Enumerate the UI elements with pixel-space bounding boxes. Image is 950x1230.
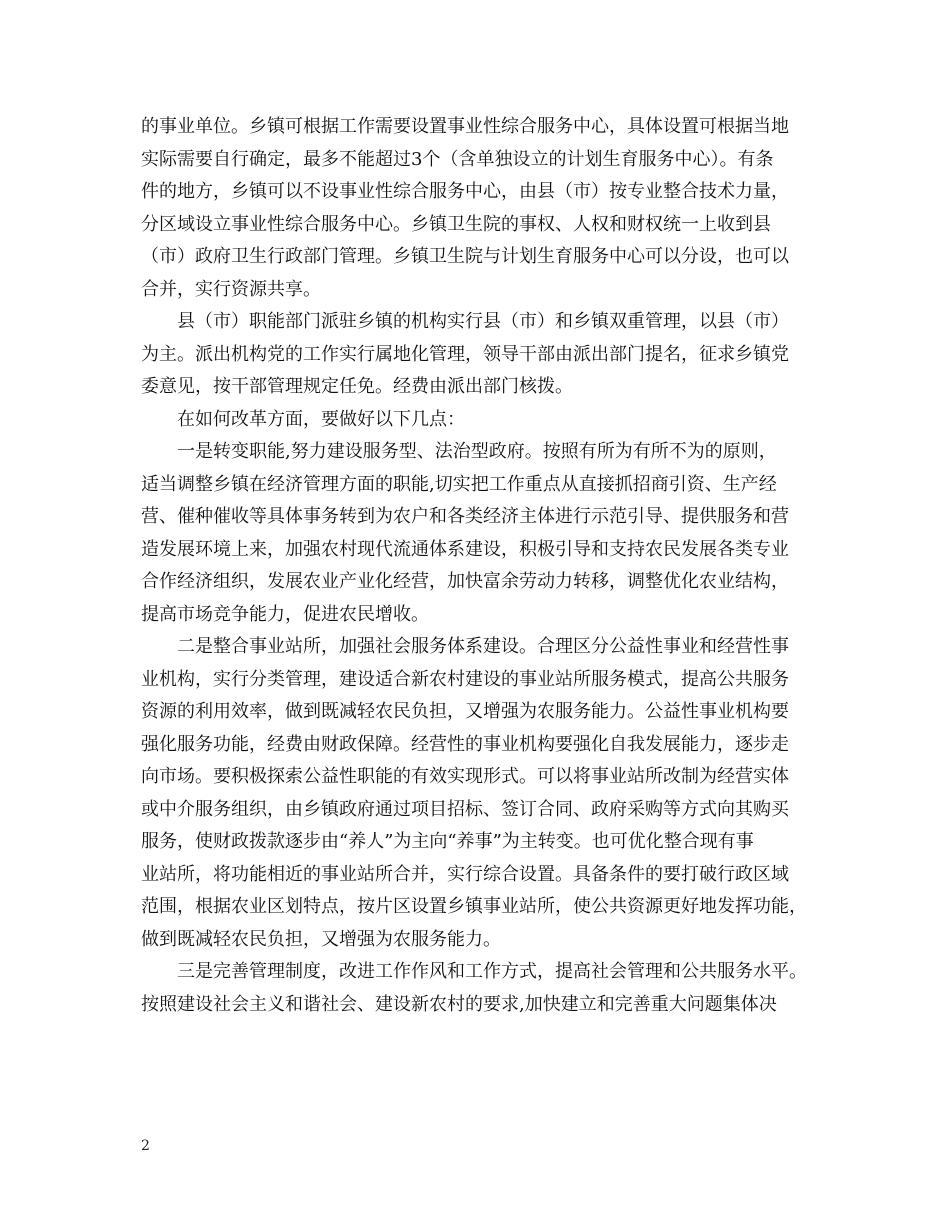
paragraph	[141, 956, 819, 1021]
paragraph	[141, 436, 819, 631]
paragraph	[141, 404, 819, 437]
text-line: 县（市）职能部门派驻乡镇的机构实行县（市）和乡镇双重管理，以县（市）	[141, 311, 789, 332]
text-line: 强化服务功能，经费由财政保障。经营性的事业机构要强化自我发展能力，逐步走	[141, 733, 789, 755]
text-line: 营、催种催收等具体事务转到为农户和各类经济主体进行示范引导、提供服务和营	[141, 506, 789, 527]
text-line: 做到既减轻农民负担，又增强为农服务能力。	[141, 928, 501, 950]
text-line: 分区域设立事业性综合服务中心。乡镇卫生院的事权、人权和财权统一上收到县	[141, 213, 771, 235]
text-line: 业机构，实行分类管理，建设适合新农村建设的事业站所服务模式，提高公共服务	[141, 668, 789, 690]
text-line: 的事业单位。乡镇可根据工作需要设置事业性综合服务中心，具体设置可根据当地	[141, 116, 789, 137]
text-line: 服务，使财政拨款逐步由“养人”为主向“养事”为主转变。也可优化整合现有事	[141, 831, 754, 852]
text-line: 按照建设社会主义和谐社会、建设新农村的要求,加快建立和完善重大问题集体决	[141, 993, 777, 1015]
text-line: 范围，根据农业区划特点，按片区设置乡镇事业站所，使公共资源更好地发挥功能，	[141, 896, 807, 917]
text-line: 向市场。要积极探索公益性职能的有效实现形式。可以将事业站所改制为经营实体	[141, 766, 789, 787]
text-line: 为主。派出机构党的工作实行属地化管理，领导干部由派出部门提名，征求乡镇党	[141, 343, 789, 365]
text-line: 二是整合事业站所，加强社会服务体系建设。合理区分公益性事业和经营性事	[141, 636, 789, 657]
paragraph	[141, 631, 819, 956]
document-body	[141, 111, 819, 1021]
page-number: 2	[141, 1138, 150, 1154]
text-line: 资源的利用效率，做到既减轻农民负担，又增强为农服务能力。公益性事业机构要	[141, 701, 789, 722]
text-line: 合作经济组织，发展农业产业化经营，加快富余劳动力转移，调整优化农业结构，	[141, 571, 789, 592]
text-line: 一是转变职能,努力建设服务型、法治型政府。按照有所为有所不为的原则，	[141, 441, 777, 462]
text-line: 适当调整乡镇在经济管理方面的职能,切实把工作重点从直接抓招商引资、生产经	[141, 473, 777, 495]
text-line: （市）政府卫生行政部门管理。乡镇卫生院与计划生育服务中心可以分设，也可以	[141, 246, 789, 267]
text-line: 件的地方，乡镇可以不设事业性综合服务中心，由县（市）按专业整合技术力量，	[141, 181, 789, 202]
text-line: 实际需要自行确定，最多不能超过3个（含单独设立的计划生育服务中心）。有条	[141, 148, 774, 170]
text-line: 业站所，将功能相近的事业站所合并，实行综合设置。具备条件的要打破行政区域	[141, 863, 789, 885]
text-line: 或中介服务组织，由乡镇政府通过项目招标、签订合同、政府采购等方式向其购买	[141, 798, 789, 820]
text-line: 合并，实行资源共享。	[141, 278, 321, 300]
paragraph	[141, 306, 819, 404]
text-line: 提高市场竞争能力，促进农民增收。	[141, 603, 429, 625]
text-line: 在如何改革方面，要做好以下几点：	[141, 408, 465, 430]
text-line: 委意见，按干部管理规定任免。经费由派出部门核拨。	[141, 376, 573, 397]
paragraph	[141, 111, 819, 306]
text-line: 造发展环境上来，加强农村现代流通体系建设，积极引导和支持农民发展各类专业	[141, 538, 789, 560]
text-line: 三是完善管理制度，改进工作作风和工作方式，提高社会管理和公共服务水平。	[141, 961, 807, 982]
